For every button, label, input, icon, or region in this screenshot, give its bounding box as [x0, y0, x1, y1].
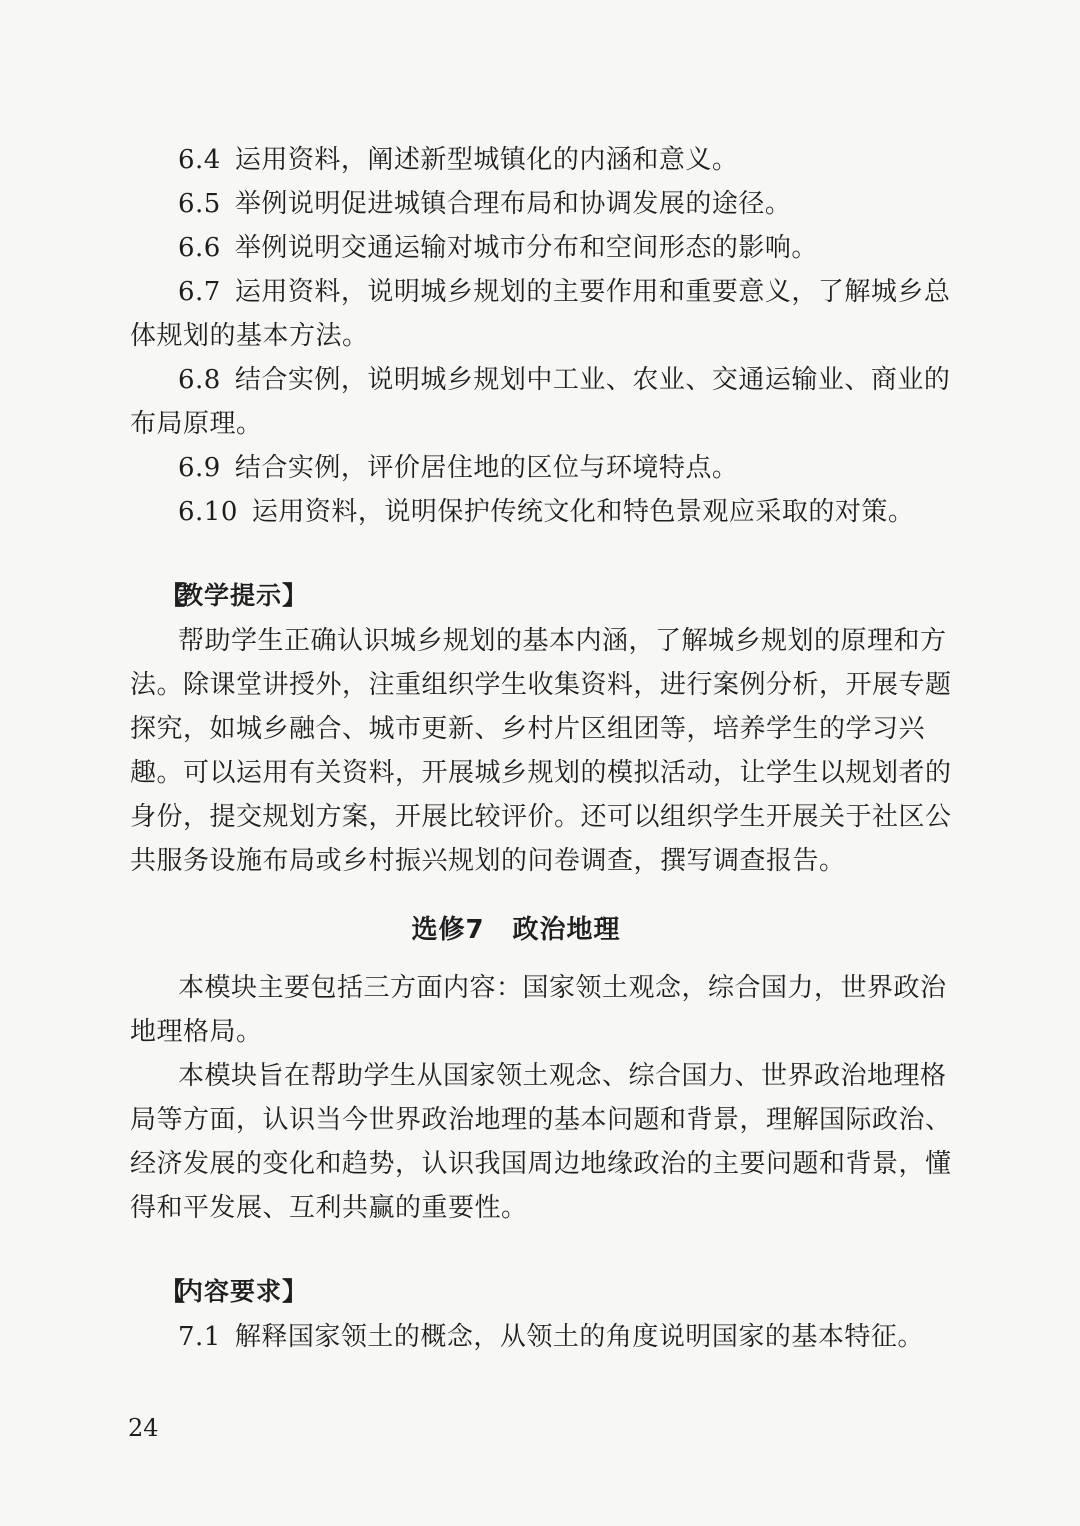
bracket-right: 】 [282, 1277, 308, 1306]
item-text: 解释国家领土的概念，从领土的角度说明国家的基本特征。 [234, 1322, 924, 1352]
item-number: 6.5 [178, 189, 221, 219]
requirement-item-6-6 [178, 226, 902, 270]
teaching-tips-line: 身份，提交规划方案，开展比较评价。还可以组织学生开展关于社区公 [130, 802, 952, 832]
bracket-right: 】 [282, 581, 308, 610]
module-title: 政治地理 [512, 915, 621, 945]
teaching-tips-line: 共服务设施布局或乡村振兴规划的问卷调查，撰写调查报告。 [130, 846, 846, 876]
teaching-tips-line: 帮助学生正确认识城乡规划的基本内涵，了解城乡规划的原理和方 [178, 626, 947, 656]
section-title: 内容要求 [178, 1277, 283, 1306]
requirement-item-6-8-continued [130, 402, 902, 446]
teaching-tips-line: 趣。可以运用有关资料，开展城乡规划的模拟活动，让学生以规划者的 [130, 758, 952, 788]
module-aim-line: 本模块旨在帮助学生从国家领土观念、综合国力、世界政治地理格 [178, 1061, 947, 1091]
requirement-item-6-7 [178, 270, 951, 314]
item-number: 6.6 [178, 233, 221, 263]
requirement-item-6-9 [178, 446, 902, 490]
teaching-tips-line: 法。除课堂讲授外，注重组织学生收集资料，进行案例分析，开展专题 [130, 670, 952, 700]
teaching-tips-title [160, 574, 308, 618]
item-number: 6.10 [178, 497, 238, 527]
module-aim-line: 得和平发展、互利共赢的重要性。 [130, 1193, 528, 1223]
module-intro-line: 地理格局。 [130, 1017, 263, 1047]
requirement-item-6-4 [178, 138, 902, 182]
content-requirements-title [160, 1270, 308, 1314]
requirement-item-6-7-continued [130, 314, 902, 358]
requirement-item-7-1 [178, 1315, 924, 1359]
module-aim-line: 局等方面，认识当今世界政治地理的基本问题和背景，理解国际政治、 [130, 1105, 952, 1135]
requirement-item-6-5 [178, 182, 902, 226]
item-text: 结合实例，说明城乡规划中工业、农业、交通运输业、商业的 [234, 365, 951, 395]
module-aim-line: 经济发展的变化和趋势，认识我国周边地缘政治的主要问题和背景，懂 [130, 1149, 952, 1179]
item-number: 6.9 [178, 453, 221, 483]
module-label: 选修7 [411, 915, 485, 945]
item-text: 结合实例，评价居住地的区位与环境特点。 [234, 453, 739, 483]
item-text: 体规划的基本方法。 [130, 321, 369, 351]
module-intro-line: 本模块主要包括三方面内容：国家领土观念，综合国力，世界政治 [178, 973, 947, 1003]
requirement-item-6-10 [178, 490, 915, 534]
module-heading [130, 908, 902, 952]
page-number: 24 [128, 1414, 159, 1442]
item-text: 运用资料，阐述新型城镇化的内涵和意义。 [234, 145, 739, 175]
requirement-item-6-8 [178, 358, 951, 402]
item-number: 7.1 [178, 1322, 221, 1352]
item-number: 6.4 [178, 145, 221, 175]
section-title: 教学提示 [178, 581, 283, 610]
bracket-left: 【 [160, 581, 186, 610]
bracket-left: 【 [160, 1277, 186, 1306]
item-text: 举例说明促进城镇合理布局和协调发展的途径。 [234, 189, 792, 219]
item-text: 布局原理。 [130, 409, 263, 439]
teaching-tips-line: 探究，如城乡融合、城市更新、乡村片区组团等，培养学生的学习兴 [130, 714, 926, 744]
item-number: 6.8 [178, 365, 221, 395]
item-number: 6.7 [178, 277, 221, 307]
item-text: 举例说明交通运输对城市分布和空间形态的影响。 [234, 233, 818, 263]
item-text: 运用资料，说明保护传统文化和特色景观应采取的对策。 [251, 497, 915, 527]
item-text: 运用资料，说明城乡规划的主要作用和重要意义，了解城乡总 [234, 277, 951, 307]
